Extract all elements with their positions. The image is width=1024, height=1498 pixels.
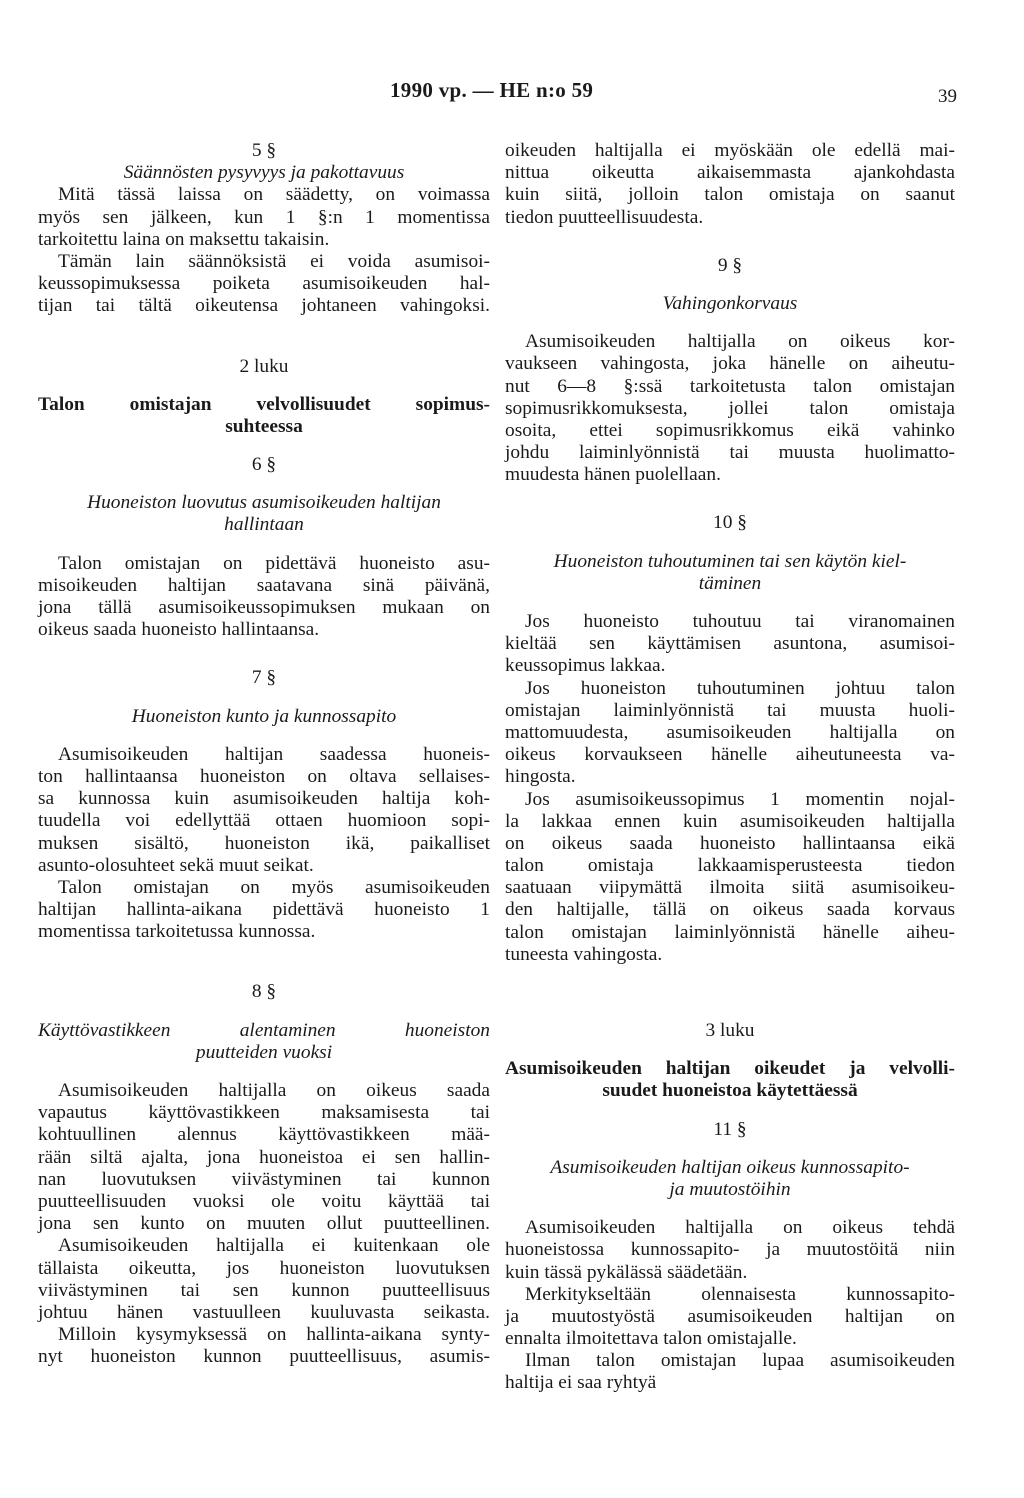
paragraph — [38, 744, 490, 877]
chapter-title: suhteessa — [225, 415, 303, 437]
text-line: tiedon puutteellisuudesta. — [505, 206, 704, 228]
paragraph — [38, 1324, 490, 1368]
section-title: ja muutostöihin — [669, 1178, 791, 1200]
text-line: vaukseen vahingosta, joka hänelle on aiheutu- — [505, 353, 955, 375]
text-line: den haltijalle, tällä on oikeus saada korvaus — [505, 899, 955, 921]
text-line: Merkitykseltään olennaisesta kunnossapito- — [525, 1283, 955, 1305]
text-line: tijan tai tältä oikeutensa johtaneen vahingoksi. — [38, 295, 490, 317]
text-line: kieltää sen käyttämisen asuntona, asumisoi- — [505, 633, 955, 655]
section-title: Käyttövastikkeen alentaminen huoneiston — [38, 1019, 490, 1041]
text-line: kuin siitä, jolloin talon omistaja on saanut — [505, 184, 955, 206]
chapter-title: suudet huoneistoa käytettäessä — [602, 1080, 858, 1102]
text-line: sa kunnossa kuin asumisoikeuden haltija koh- — [38, 788, 490, 810]
page-header — [0, 78, 1024, 108]
text-line: nyt huoneiston kunnon puutteellisuus, asumis- — [38, 1346, 490, 1368]
section-number: 8 § — [251, 981, 277, 1003]
section-title: Vahingonkorvaus — [662, 292, 798, 314]
paragraph — [505, 1350, 955, 1394]
section-title: hallintaan — [224, 514, 304, 536]
text-line: la lakkaa ennen kuin asumisoikeuden haltijalla — [505, 810, 955, 832]
text-line: oikeuden haltijalla ei myöskään ole edellä mai- — [505, 140, 955, 161]
paragraph — [38, 1235, 490, 1324]
text-line: misoikeuden haltijan saatavana sinä päivänä, — [38, 574, 490, 596]
section-number: 5 § — [251, 140, 277, 161]
section-number: 7 § — [251, 667, 277, 689]
text-line: nut 6—8 §:ssä tarkoitetusta talon omistajan — [505, 375, 955, 397]
page-number: 39 — [938, 86, 957, 107]
paragraph — [505, 611, 955, 678]
section-title: Huoneiston tuhoutuminen tai sen käytön kiel- — [553, 550, 907, 572]
text-line: rään siltä ajalta, jona huoneistoa ei sen hallin- — [38, 1146, 490, 1168]
text-line: Talon omistajan on myös asumisoikeuden — [58, 876, 490, 898]
text-line: on oikeus saada huoneisto hallintaansa eikä — [505, 832, 955, 854]
text-line: jona tällä asumisoikeussopimuksen mukaan on — [38, 597, 490, 618]
paragraph — [38, 251, 490, 318]
text-line: talon omistajan laiminlyönnistä hänelle aiheu- — [505, 921, 955, 943]
paragraph — [505, 140, 955, 229]
left-column — [38, 140, 490, 1368]
text-line: mattomuudesta, asumisoikeuden haltijalla on — [505, 721, 955, 743]
text-line: asunto-olosuhteet sekä muut seikat. — [38, 854, 314, 876]
text-line: Asumisoikeuden haltijalla on oikeus saada — [58, 1080, 490, 1101]
text-line: talon omistaja lakkaamisperusteesta tiedon — [505, 855, 955, 877]
text-line: haltija ei saa ryhtyä — [505, 1372, 657, 1394]
document-title: 1990 vp. — HE n:o 59 — [390, 78, 594, 102]
section-title: Huoneiston kunto ja kunnossapito — [131, 705, 397, 727]
section-title: Asumisoikeuden haltijan oikeus kunnossapito- — [550, 1156, 910, 1178]
text-line: johdu laiminlyönnistä tai muusta huolimatto- — [505, 442, 955, 464]
text-line: oikeus korvaukseen hänelle aiheutuneesta va- — [505, 744, 955, 766]
paragraph — [38, 553, 490, 642]
text-line: tällaista oikeutta, jos huoneiston luovutuksen — [38, 1257, 490, 1279]
text-line: omistajan laiminlyönnistä tai muusta huoli- — [505, 699, 955, 721]
text-line: ja muutostyöstä asumisoikeuden haltijan on — [505, 1305, 955, 1327]
text-line: tarkoitettu laina on maksettu takaisin. — [38, 228, 330, 250]
text-line: osoita, ettei sopimusrikkomus eikä vahinko — [505, 419, 955, 441]
text-line: oikeus saada huoneisto hallintaansa. — [38, 619, 320, 641]
text-line: Milloin kysymyksessä on hallinta-aikana synty- — [58, 1324, 490, 1346]
section-number: 11 § — [713, 1118, 747, 1140]
paragraph — [505, 678, 955, 789]
chapter-title: Asumisoikeuden haltijan oikeudet ja velvolli- — [505, 1058, 955, 1080]
text-line: nittua oikeutta aikaisemmasta ajankohdasta — [505, 162, 955, 184]
text-line: momentissa tarkoitetussa kunnossa. — [38, 921, 316, 943]
text-line: jona sen kunto on muuten ollut puutteellinen. — [38, 1213, 490, 1235]
section-number: 10 § — [713, 512, 747, 534]
text-line: tuudella voi edellyttää ottaen huomioon sopi- — [38, 810, 490, 832]
paragraph — [38, 877, 490, 944]
text-line: keussopimuksessa poiketa asumisoikeuden hal- — [38, 273, 490, 295]
paragraph — [505, 1284, 955, 1351]
text-line: Asumisoikeuden haltijalla ei kuitenkaan ole — [58, 1235, 490, 1257]
text-line: viivästyminen tai sen kunnon puutteellisuus — [38, 1279, 490, 1301]
text-line: sopimusrikkomuksesta, jollei talon omistaja — [505, 397, 955, 419]
text-line: johtuu hänen vastuulleen kuuluvasta seikasta. — [38, 1301, 490, 1323]
chapter-number: 2 luku — [239, 355, 289, 377]
paragraph — [505, 331, 955, 486]
text-line: myös sen jälkeen, kun 1 §:n 1 momentissa — [38, 206, 490, 228]
right-column — [505, 140, 955, 1395]
section-number: 6 § — [251, 454, 277, 476]
text-line: Jos huoneisto tuhoutuu tai viranomainen — [525, 611, 955, 632]
section-title: Huoneiston luovutus asumisoikeuden haltijan — [87, 492, 441, 514]
chapter-title: Talon omistajan velvollisuudet sopimus- — [38, 393, 490, 415]
text-line: muudesta hänen puolellaan. — [505, 464, 721, 486]
text-line: tuneesta vahingosta. — [505, 943, 663, 965]
section-title: Säännösten pysyvyys ja pakottavuus — [123, 162, 405, 184]
text-line: nan luovutuksen viivästyminen tai kunnon — [38, 1168, 490, 1190]
text-line: keussopimus lakkaa. — [505, 655, 666, 677]
text-line: Asumisoikeuden haltijalla on oikeus tehdä — [525, 1217, 955, 1239]
text-line: Jos asumisoikeussopimus 1 momentin nojal- — [525, 788, 955, 810]
text-line: huoneistossa kunnossapito- ja muutostöitä niin — [505, 1239, 955, 1261]
paragraph — [505, 1217, 955, 1284]
text-line: muksen sisältö, huoneiston ikä, paikalliset — [38, 832, 490, 854]
text-line: kuin tässä pykälässä säädetään. — [505, 1261, 748, 1283]
text-line: kohtuullinen alennus käyttövastikkeen mää- — [38, 1124, 490, 1146]
chapter-number: 3 luku — [705, 1020, 755, 1041]
text-line: Asumisoikeuden haltijan saadessa huoneis- — [58, 743, 490, 765]
text-line: Mitä tässä laissa on säädetty, on voimassa — [58, 184, 490, 206]
paragraph — [38, 1080, 490, 1235]
text-line: saatuaan viipymättä ilmoita siitä asumisoikeu- — [505, 877, 955, 899]
text-line: hingosta. — [505, 766, 576, 788]
text-line: vapautus käyttövastikkeen maksamisesta tai — [38, 1102, 490, 1124]
text-line: ton hallintaansa huoneiston on oltava sellaises- — [38, 765, 490, 787]
section-title: puutteiden vuoksi — [195, 1041, 333, 1063]
paragraph — [505, 789, 955, 967]
paragraph — [38, 184, 490, 251]
text-line: Ilman talon omistajan lupaa asumisoikeuden — [525, 1350, 955, 1372]
text-line: Asumisoikeuden haltijalla on oikeus kor- — [525, 331, 955, 353]
section-number: 9 § — [717, 254, 743, 276]
text-line: Tämän lain säännöksistä ei voida asumisoi- — [58, 250, 490, 272]
text-line: Jos huoneiston tuhoutuminen johtuu talon — [525, 677, 955, 699]
text-line: puutteellisuuden vuoksi ole voitu käyttää tai — [38, 1190, 490, 1212]
text-line: Talon omistajan on pidettävä huoneisto asu- — [58, 552, 490, 574]
text-line: haltijan hallinta-aikana pidettävä huoneisto 1 — [38, 899, 490, 921]
section-title: täminen — [698, 572, 762, 594]
text-line: ennalta ilmoitettava talon omistajalle. — [505, 1328, 797, 1350]
